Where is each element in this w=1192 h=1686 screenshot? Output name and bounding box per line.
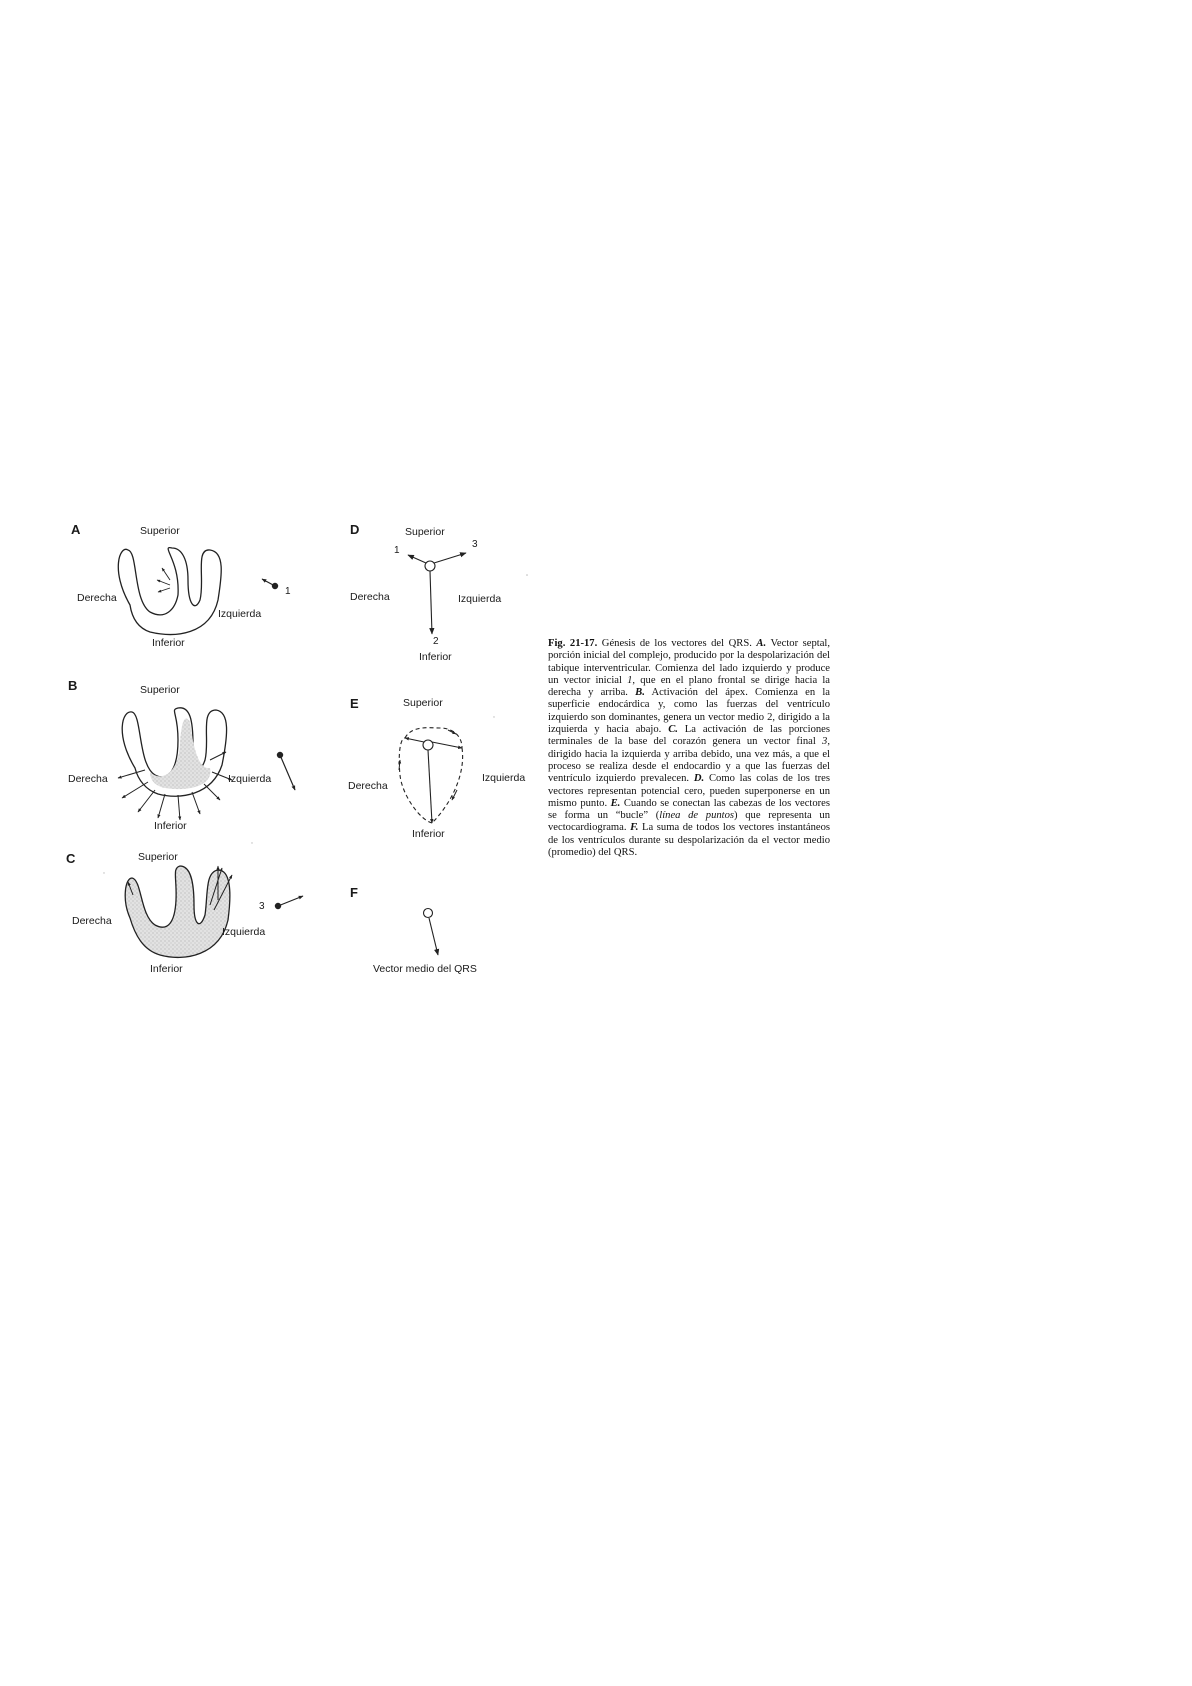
- label-superior-e: Superior: [403, 697, 443, 709]
- caption-text: La activación de las porciones terminales de la base del corazón genera un vector final: [548, 724, 830, 748]
- caption-marker-c: C.: [668, 724, 678, 736]
- caption-marker-a: A.: [756, 638, 767, 649]
- panel-letter-f: F: [350, 885, 358, 900]
- label-derecha-b: Derecha: [68, 773, 108, 785]
- caption-marker-f: F.: [630, 822, 639, 834]
- label-derecha-c: Derecha: [72, 915, 112, 927]
- label-superior-d: Superior: [405, 526, 445, 538]
- caption-vector-3: 3: [822, 736, 828, 748]
- heart-outline-b: [122, 708, 226, 796]
- label-derecha-a: Derecha: [77, 592, 117, 604]
- panel-letter-a: A: [71, 522, 81, 537]
- caption-text: ) que representa un vectocardiograma.: [548, 810, 830, 834]
- vector-2-b: [277, 752, 295, 790]
- heart-outline-c: [125, 866, 230, 957]
- caption-text: Vector septal, porción inicial del complejo, producido por la despolarización del tabique interventricular. Comienza del lado izquierdo y produce un vector inicial: [548, 638, 830, 686]
- label-derecha-e: Derecha: [348, 780, 388, 792]
- panel-letter-b: B: [68, 678, 78, 693]
- mean-vector-f: [424, 909, 439, 956]
- caption-text: Como las colas de los tres vectores representan potencial cero, pueden superponerse en un mismo punto.: [548, 773, 831, 809]
- label-derecha-d: Derecha: [350, 591, 390, 603]
- septal-vectors-a: [157, 568, 170, 592]
- label-vector-medio: Vector medio del QRS: [373, 963, 477, 975]
- vector-number-3-d: 3: [472, 539, 478, 550]
- label-izquierda-e: Izquierda: [482, 772, 526, 784]
- label-izquierda-a: Izquierda: [218, 608, 262, 620]
- label-superior-c: Superior: [138, 851, 178, 863]
- heart-outline-a: [118, 548, 221, 635]
- panel-letter-d: D: [350, 522, 360, 537]
- vector-number-1-d: 1: [394, 545, 400, 556]
- vector-number-1-a: 1: [285, 586, 291, 597]
- vector-number-2-d: 2: [433, 636, 439, 647]
- caption-figure-number: Fig. 21-17.: [548, 638, 598, 649]
- figure-caption: [548, 638, 830, 859]
- caption-dotted-line: línea de puntos: [659, 810, 735, 822]
- label-inferior-e: Inferior: [412, 828, 445, 840]
- label-inferior-b: Inferior: [154, 820, 187, 832]
- caption-text: Cuando se conectan las cabezas de los vectores se forma un “bucle” (: [548, 797, 831, 822]
- vector-number-3-c: 3: [259, 901, 265, 912]
- label-izquierda-b: Izquierda: [228, 773, 272, 785]
- caption-vector-1: 1: [627, 674, 633, 686]
- caption-marker-e: E.: [610, 797, 621, 809]
- caption-marker-d: D.: [693, 773, 705, 785]
- label-inferior-d: Inferior: [419, 651, 452, 663]
- panel-letter-e: E: [350, 696, 359, 711]
- vector-3-c: [275, 896, 303, 909]
- label-izquierda-c: Izquierda: [222, 926, 266, 938]
- caption-text: La suma de todos los vectores instantáneos de los ventrículos durante su despolarización da el vector medio (promedio) del QRS.: [548, 822, 830, 859]
- caption-text: Génesis de los vectores del QRS.: [597, 638, 757, 649]
- caption-text: , dirigido hacia la izquierda y arriba debido, una vez más, a que el proceso se realiza desde el endocardio y a que las fuerzas del ventrículo izquierdo prevalecen.: [548, 736, 830, 785]
- vector-1-a: [262, 579, 278, 589]
- vectorcardiogram-loop-e: [399, 728, 463, 823]
- caption-text: Activación del ápex. Comienza en la superficie endocárdica y, como las fuerzas del ventrículo izquierdo son dominantes, genera un vector medio 2, dirigido a la izquierda y hacia abajo.: [548, 687, 830, 736]
- label-inferior-a: Inferior: [152, 637, 185, 649]
- caption-marker-b: B.: [635, 687, 645, 699]
- label-izquierda-d: Izquierda: [458, 593, 502, 605]
- label-superior-b: Superior: [140, 684, 180, 696]
- panel-letter-c: C: [66, 851, 76, 866]
- label-inferior-c: Inferior: [150, 963, 183, 975]
- label-superior-a: Superior: [140, 525, 180, 537]
- caption-text: , que en el plano frontal se dirige hacia la derecha y arriba.: [548, 674, 830, 699]
